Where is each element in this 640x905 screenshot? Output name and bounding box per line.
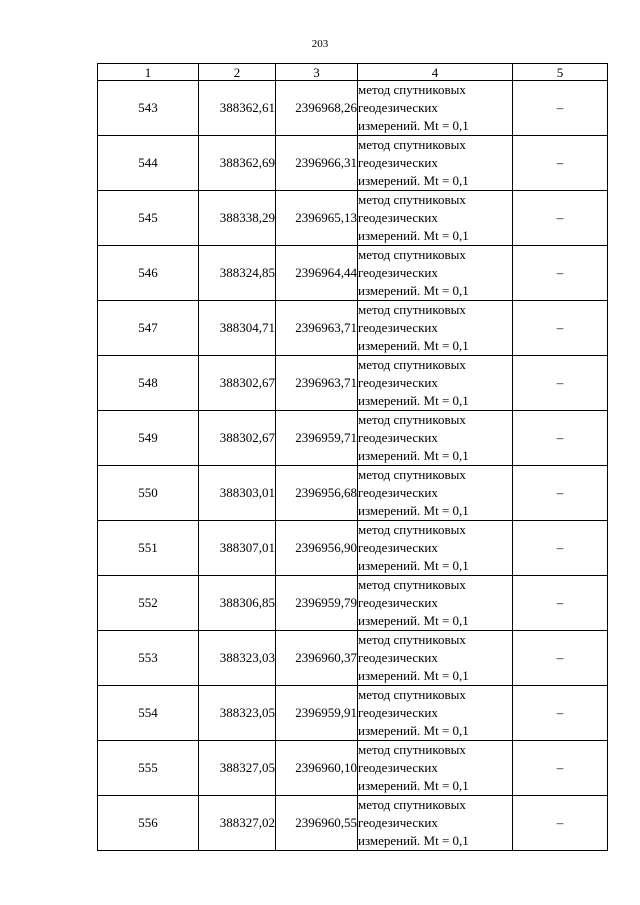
method-line: метод спутниковых: [358, 82, 466, 97]
point-number-cell: 553: [98, 631, 199, 686]
x-coordinate-cell: 388302,67: [199, 411, 276, 466]
method-line: метод спутниковых: [358, 467, 466, 482]
x-coordinate-cell: 388324,85: [199, 246, 276, 301]
note-cell: –: [513, 521, 608, 576]
note-cell: –: [513, 356, 608, 411]
method-cell: [358, 521, 513, 576]
point-number-cell: 554: [98, 686, 199, 741]
y-coordinate-cell: 2396960,55: [276, 796, 358, 851]
method-line: геодезических: [358, 540, 438, 555]
x-coordinate-cell: 388323,05: [199, 686, 276, 741]
method-line: геодезических: [358, 375, 438, 390]
x-coordinate-cell: 388307,01: [199, 521, 276, 576]
note-cell: –: [513, 301, 608, 356]
method-line: геодезических: [358, 320, 438, 335]
y-coordinate-cell: 2396964,44: [276, 246, 358, 301]
point-number-cell: 547: [98, 301, 199, 356]
method-cell: [358, 686, 513, 741]
table-header: [98, 64, 608, 81]
method-line: геодезических: [358, 705, 438, 720]
method-line: метод спутниковых: [358, 357, 466, 372]
method-line: метод спутниковых: [358, 522, 466, 537]
method-line: измерений. Mt = 0,1: [358, 228, 469, 243]
table-row: [98, 631, 608, 686]
table-row: [98, 81, 608, 136]
method-cell: [358, 796, 513, 851]
x-coordinate-cell: 388302,67: [199, 356, 276, 411]
header-cell-4: 4: [358, 64, 513, 81]
header-cell-1: 1: [98, 64, 199, 81]
note-cell: –: [513, 136, 608, 191]
note-cell: –: [513, 246, 608, 301]
point-number-cell: 552: [98, 576, 199, 631]
method-cell: [358, 741, 513, 796]
method-line: геодезических: [358, 265, 438, 280]
table-row: [98, 466, 608, 521]
method-cell: [358, 191, 513, 246]
table-row: [98, 191, 608, 246]
method-line: измерений. Mt = 0,1: [358, 173, 469, 188]
table-row: [98, 246, 608, 301]
coordinates-table: [97, 63, 608, 851]
method-cell: [358, 246, 513, 301]
point-number-cell: 550: [98, 466, 199, 521]
method-line: метод спутниковых: [358, 797, 466, 812]
method-line: измерений. Mt = 0,1: [358, 503, 469, 518]
method-line: геодезических: [358, 430, 438, 445]
method-line: измерений. Mt = 0,1: [358, 283, 469, 298]
y-coordinate-cell: 2396956,68: [276, 466, 358, 521]
note-cell: –: [513, 191, 608, 246]
table-row: [98, 576, 608, 631]
point-number-cell: 544: [98, 136, 199, 191]
point-number-cell: 545: [98, 191, 199, 246]
x-coordinate-cell: 388327,05: [199, 741, 276, 796]
note-cell: –: [513, 576, 608, 631]
table-row: [98, 411, 608, 466]
method-line: метод спутниковых: [358, 742, 466, 757]
note-cell: –: [513, 466, 608, 521]
note-cell: –: [513, 796, 608, 851]
header-row: [98, 64, 608, 81]
point-number-cell: 548: [98, 356, 199, 411]
method-line: метод спутниковых: [358, 247, 466, 262]
x-coordinate-cell: 388362,61: [199, 81, 276, 136]
x-coordinate-cell: 388327,02: [199, 796, 276, 851]
table-row: [98, 686, 608, 741]
header-cell-5: 5: [513, 64, 608, 81]
method-line: измерений. Mt = 0,1: [358, 118, 469, 133]
method-line: метод спутниковых: [358, 632, 466, 647]
table-row: [98, 356, 608, 411]
method-line: геодезических: [358, 815, 438, 830]
x-coordinate-cell: 388362,69: [199, 136, 276, 191]
x-coordinate-cell: 388323,03: [199, 631, 276, 686]
y-coordinate-cell: 2396963,71: [276, 301, 358, 356]
method-cell: [358, 136, 513, 191]
y-coordinate-cell: 2396959,79: [276, 576, 358, 631]
header-cell-2: 2: [199, 64, 276, 81]
y-coordinate-cell: 2396966,31: [276, 136, 358, 191]
point-number-cell: 555: [98, 741, 199, 796]
method-line: геодезических: [358, 100, 438, 115]
y-coordinate-cell: 2396963,71: [276, 356, 358, 411]
method-line: измерений. Mt = 0,1: [358, 668, 469, 683]
y-coordinate-cell: 2396959,91: [276, 686, 358, 741]
y-coordinate-cell: 2396968,26: [276, 81, 358, 136]
method-line: метод спутниковых: [358, 137, 466, 152]
table-row: [98, 796, 608, 851]
note-cell: –: [513, 686, 608, 741]
table-row: [98, 521, 608, 576]
method-line: метод спутниковых: [358, 577, 466, 592]
y-coordinate-cell: 2396965,13: [276, 191, 358, 246]
table-row: [98, 741, 608, 796]
method-line: измерений. Mt = 0,1: [358, 448, 469, 463]
method-line: геодезических: [358, 155, 438, 170]
method-line: геодезических: [358, 485, 438, 500]
method-line: измерений. Mt = 0,1: [358, 723, 469, 738]
method-cell: [358, 301, 513, 356]
method-line: геодезических: [358, 760, 438, 775]
method-line: измерений. Mt = 0,1: [358, 558, 469, 573]
note-cell: –: [513, 411, 608, 466]
point-number-cell: 556: [98, 796, 199, 851]
table-body: [98, 81, 608, 851]
method-line: метод спутниковых: [358, 412, 466, 427]
method-line: геодезических: [358, 210, 438, 225]
method-cell: [358, 631, 513, 686]
point-number-cell: 546: [98, 246, 199, 301]
y-coordinate-cell: 2396959,71: [276, 411, 358, 466]
method-line: измерений. Mt = 0,1: [358, 393, 469, 408]
method-line: геодезических: [358, 650, 438, 665]
header-cell-3: 3: [276, 64, 358, 81]
method-line: геодезических: [358, 595, 438, 610]
x-coordinate-cell: 388304,71: [199, 301, 276, 356]
method-line: метод спутниковых: [358, 687, 466, 702]
method-line: измерений. Mt = 0,1: [358, 833, 469, 848]
method-cell: [358, 81, 513, 136]
y-coordinate-cell: 2396956,90: [276, 521, 358, 576]
table-row: [98, 301, 608, 356]
y-coordinate-cell: 2396960,10: [276, 741, 358, 796]
x-coordinate-cell: 388303,01: [199, 466, 276, 521]
method-cell: [358, 411, 513, 466]
method-line: метод спутниковых: [358, 192, 466, 207]
method-line: измерений. Mt = 0,1: [358, 778, 469, 793]
x-coordinate-cell: 388338,29: [199, 191, 276, 246]
method-line: измерений. Mt = 0,1: [358, 338, 469, 353]
method-line: измерений. Mt = 0,1: [358, 613, 469, 628]
note-cell: –: [513, 631, 608, 686]
method-cell: [358, 466, 513, 521]
table-row: [98, 136, 608, 191]
note-cell: –: [513, 741, 608, 796]
method-cell: [358, 356, 513, 411]
x-coordinate-cell: 388306,85: [199, 576, 276, 631]
page-number: 203: [311, 38, 329, 50]
note-cell: –: [513, 81, 608, 136]
method-line: метод спутниковых: [358, 302, 466, 317]
point-number-cell: 549: [98, 411, 199, 466]
point-number-cell: 543: [98, 81, 199, 136]
method-cell: [358, 576, 513, 631]
point-number-cell: 551: [98, 521, 199, 576]
y-coordinate-cell: 2396960,37: [276, 631, 358, 686]
